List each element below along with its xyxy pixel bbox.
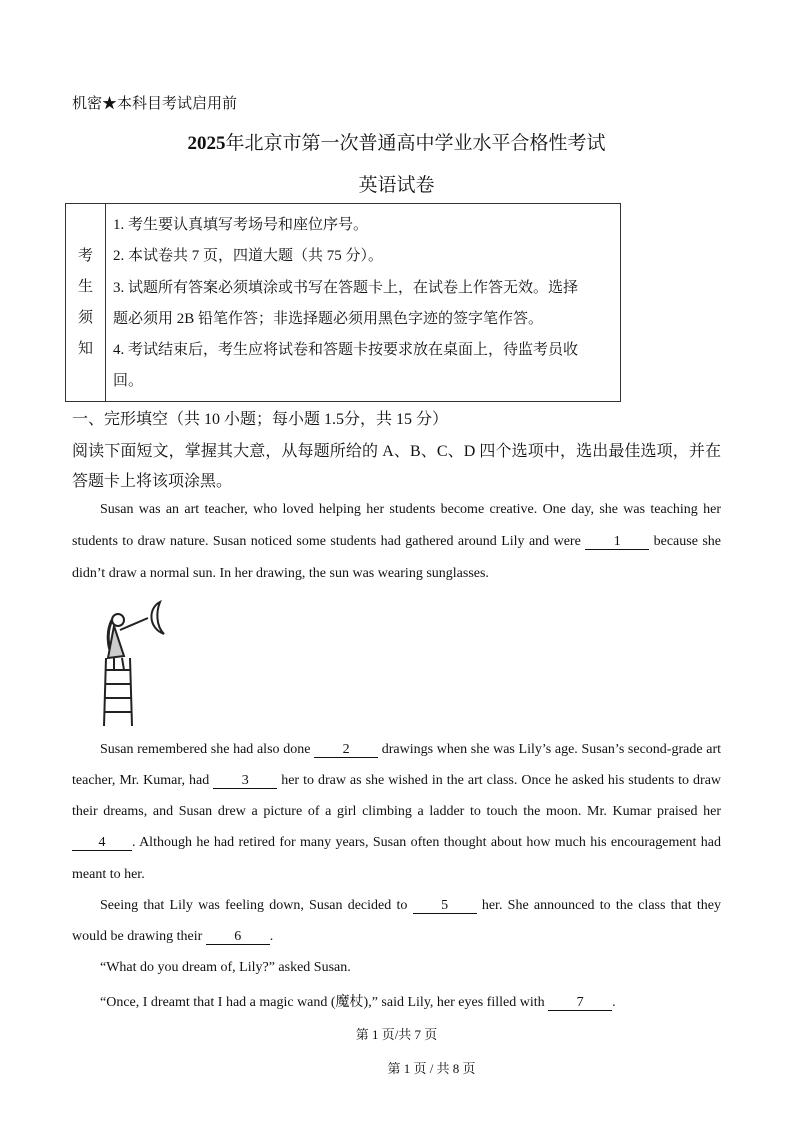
text: because she [653, 534, 722, 549]
text: . [612, 995, 616, 1010]
text: Susan remembered she had also done [100, 742, 311, 757]
notice-line: 1. 考生要认真填写考场号和座位序号。 [113, 217, 369, 233]
text: her. She announced to the class that they [481, 898, 721, 913]
notice-line: 4. 考试结束后，考生应将试卷和答题卡按要求放在桌面上，待监考员收 [113, 342, 579, 359]
confidential-header: 机密★本科目考试启用前 [72, 96, 238, 112]
notice-line: 题必须用 2B 铅笔作答；非选择题必须用黑色字迹的签字笔作答。 [113, 310, 544, 327]
blank-1: 1 [585, 535, 649, 550]
passage-line: their dreams, and Susan drew a picture of a girl climbing a ladder to touch the moon. Mr. Kumar praised her [72, 804, 721, 819]
passage-line [72, 773, 721, 789]
instruction-line: 答题卡上将该项涂黑。 [72, 473, 233, 490]
exam-title [0, 128, 793, 155]
outer-page-number: 第 1 页 / 共 8 页 [387, 1061, 476, 1076]
passage-line [72, 929, 721, 945]
passage-line [72, 835, 721, 851]
blank-2: 2 [314, 743, 378, 758]
text: would be drawing their [72, 929, 203, 944]
section-heading: 一、完形填空（共 10 小题；每小题 1.5分，共 15 分） [72, 411, 449, 428]
blank-4: 4 [72, 836, 132, 851]
notice-label-char: 生 [77, 278, 93, 295]
blank-3: 3 [213, 774, 277, 789]
text: her to draw as she wished in the art class. Once he asked his students to draw [281, 773, 722, 788]
text: drawings when she was Lily’s age. Susan’s second-grade art [381, 742, 721, 757]
passage-line [100, 742, 721, 758]
inner-page-number: 第 1 页/共 7 页 [355, 1027, 438, 1042]
notice-label-char: 考 [77, 247, 93, 264]
passage-line: didn’t draw a normal sun. In her drawing, the sun was wearing sunglasses. [72, 566, 489, 581]
text: students to draw nature. Susan noticed some students had gathered around Lily and were [72, 534, 581, 549]
text: . [269, 929, 274, 944]
blank-5: 5 [413, 899, 477, 914]
text: “Once, I dreamt that I had a magic wand (魔杖),” said Lily, her eyes filled with [100, 995, 545, 1010]
title-text: 年北京市第一次普通高中学业水平合格性考试 [225, 133, 606, 154]
notice-body [106, 204, 620, 401]
passage-line: “What do you dream of, Lily?” asked Susan. [100, 960, 351, 975]
notice-line: 2. 本试卷共 7 页，四道大题（共 75 分）。 [113, 248, 384, 265]
instruction-line: 阅读下面短文，掌握其大意，从每题所给的 A、B、C、D 四个选项中，选出最佳选项，并在 [72, 443, 721, 460]
exam-subtitle: 英语试卷 [358, 175, 435, 196]
notice-line: 回。 [113, 373, 144, 390]
text: teacher, Mr. Kumar, had [72, 773, 210, 788]
text: Seeing that Lily was feeling down, Susan decided to [100, 898, 408, 913]
notice-line: 3. 试题所有答案必须填涂或书写在答题卡上，在试卷上作答无效。选择 [113, 279, 579, 296]
notice-label [66, 204, 106, 401]
notice-label-char: 须 [77, 309, 93, 326]
passage-line: meant to her. [72, 867, 145, 882]
text: . Although he had retired for many years, Susan often thought about how much his encouragement had [132, 835, 721, 850]
passage-line: Susan was an art teacher, who loved helping her students become creative. One day, she was teaching her [100, 502, 721, 517]
blank-7: 7 [548, 996, 612, 1011]
passage-line [100, 991, 721, 1011]
blank-6: 6 [206, 930, 270, 945]
title-year: 2025 [187, 133, 226, 154]
girl-on-ladder-illustration [98, 598, 178, 728]
passage-line [72, 534, 721, 550]
passage-line [100, 898, 721, 914]
notice-label-char: 知 [77, 340, 93, 357]
candidate-notice-box [65, 203, 621, 402]
